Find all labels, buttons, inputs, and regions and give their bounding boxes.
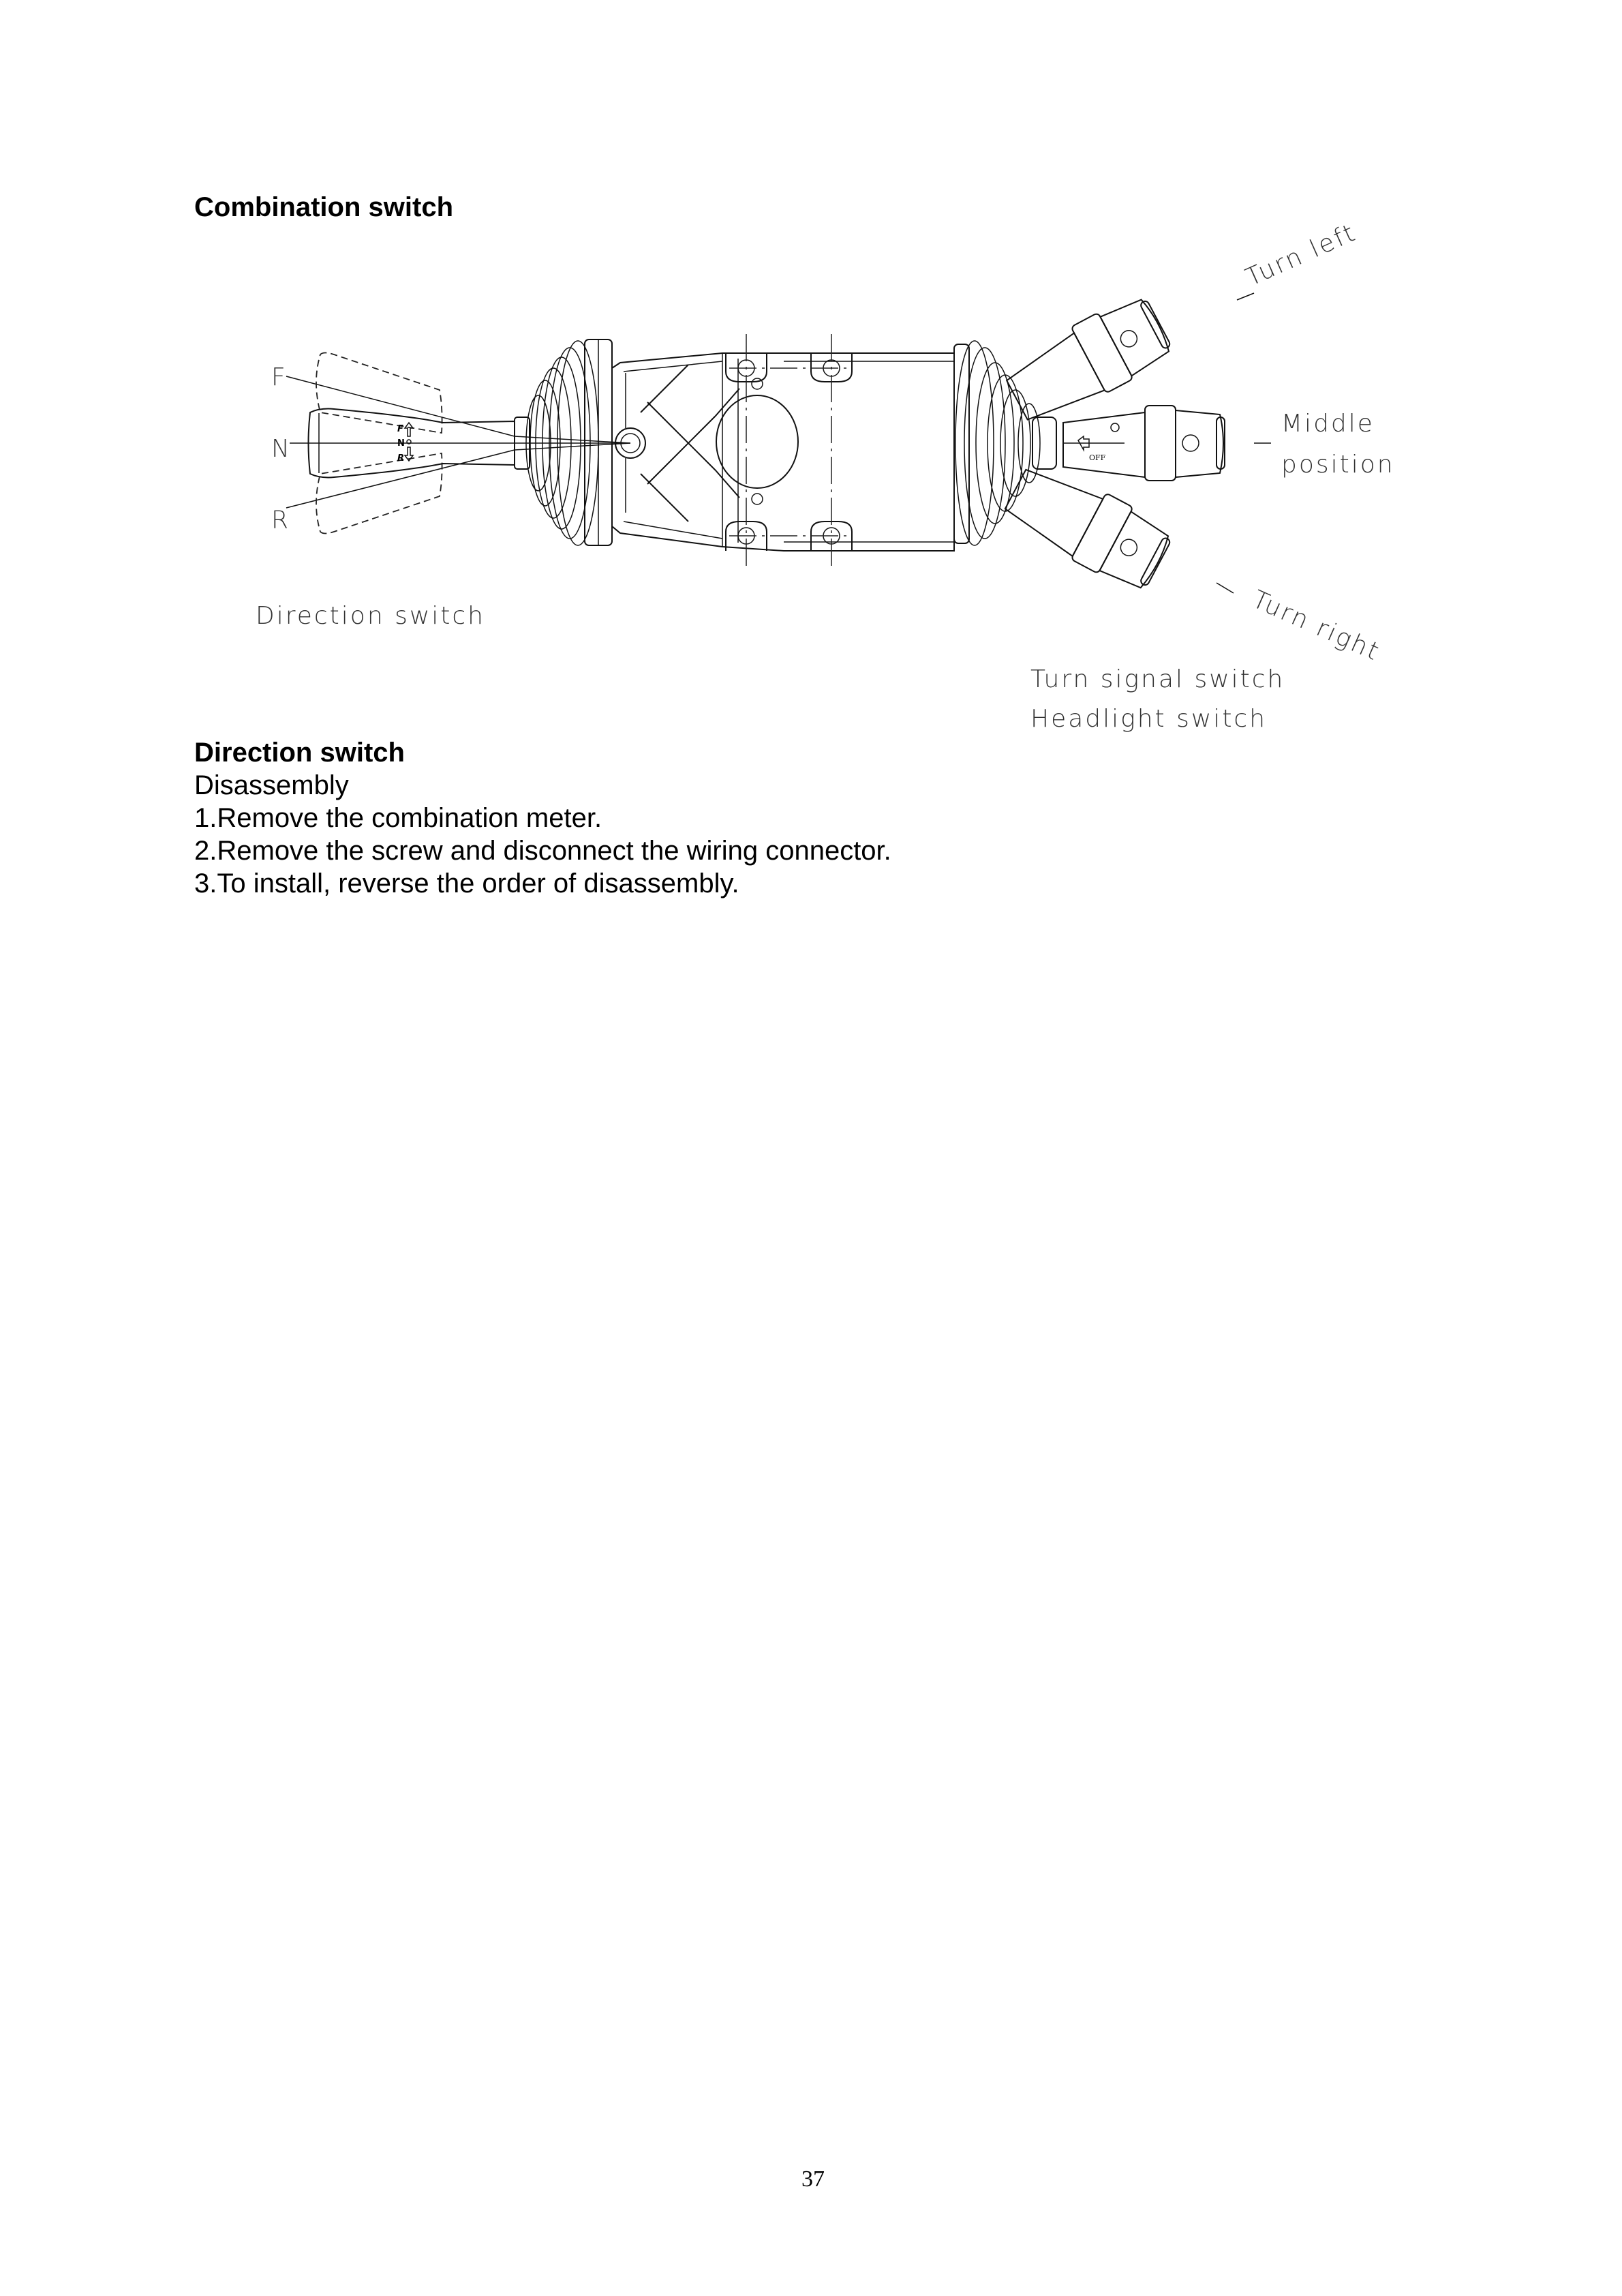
turn-right-label: Turn right [1248,585,1385,667]
headlight-switch-caption: Headlight switch [1030,705,1268,733]
turn-signal-lever-middle [1063,406,1225,481]
headlight-knob-icon [1182,435,1199,451]
position-r-label: R [271,507,291,534]
page-title: Combination switch [194,192,453,222]
position-n-label: N [271,435,292,463]
right-boot [954,341,1056,545]
section-subheading: Disassembly [194,770,349,800]
step-3: 3.To install, reverse the order of disassembly. [194,868,739,898]
switch-housing [612,334,954,569]
lever-mark-r: R [397,453,405,464]
combination-switch-diagram [0,0,1622,750]
step-1: 1.Remove the combination meter. [194,803,602,833]
left-boot [515,339,612,545]
step-2: 2.Remove the screw and disconnect the wiring connector. [194,836,891,866]
off-mark: OFF [1089,453,1106,462]
turn-signal-lever-right [998,455,1176,596]
lever-ghost-forward [316,353,442,434]
lever-mark-f: F [397,424,403,434]
beam-icon [1111,423,1119,432]
direction-switch-caption: Direction switch [256,602,486,630]
position-f-label: F [271,363,288,391]
lever-mark-n: N [397,438,405,449]
arrow-up-icon [405,423,413,436]
lever-ghost-reverse [316,453,442,534]
page-number: 37 [801,2166,825,2192]
turn-signal-lever-left [998,290,1176,432]
position-label: position [1281,451,1395,479]
turn-signal-switch-caption: Turn signal switch [1030,665,1285,693]
section-heading: Direction switch [194,738,405,768]
turn-left-label: Turn left [1241,218,1361,292]
middle-label: Middle [1281,410,1375,438]
